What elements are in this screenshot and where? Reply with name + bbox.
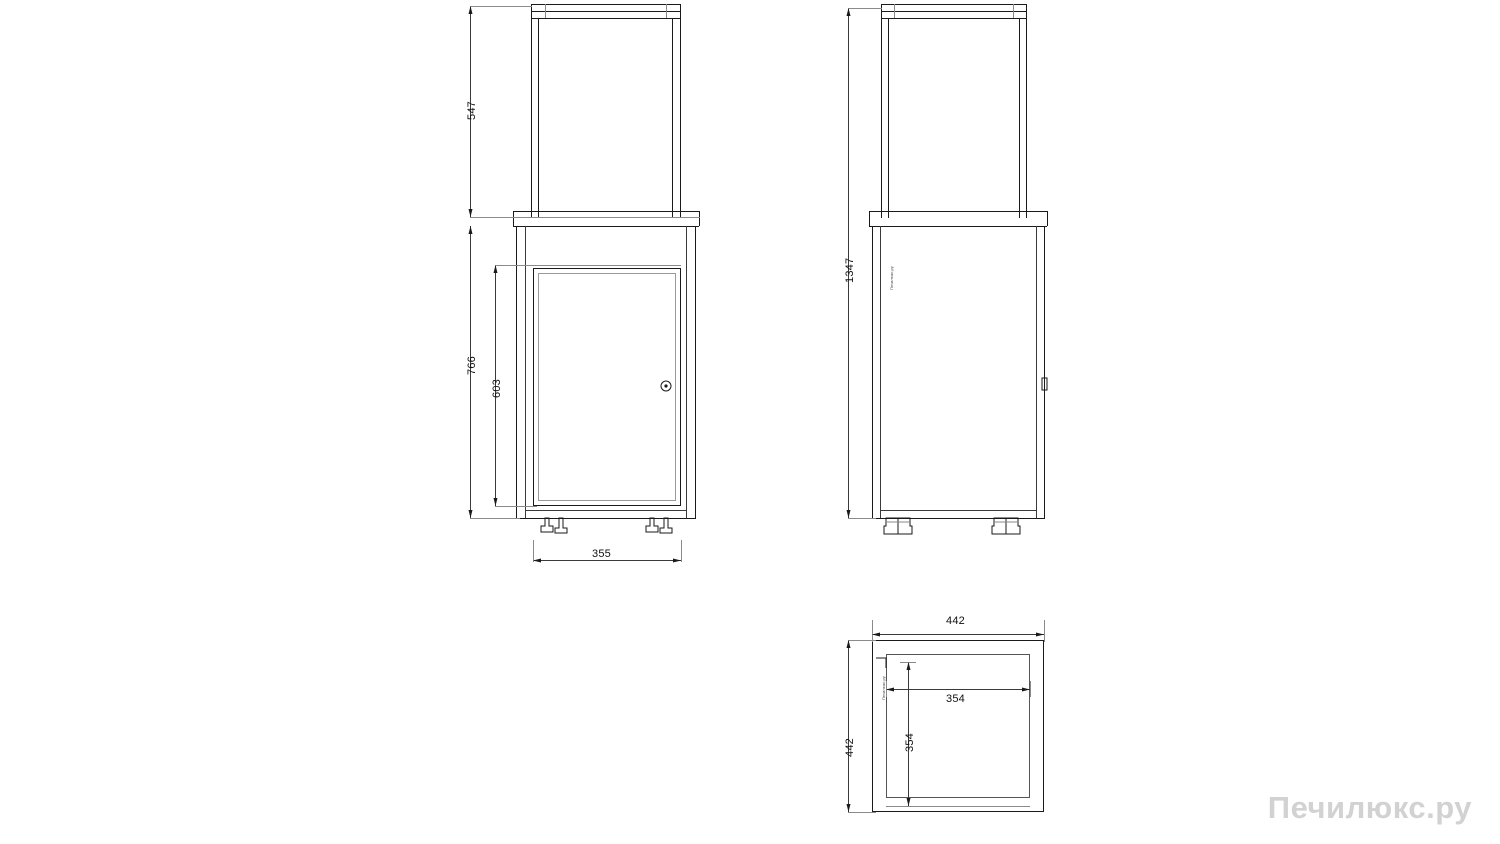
front-dim-603-text: 603 [491,379,503,398]
top-dim-442d-arrows [844,634,854,820]
top-dim-354w-text: 354 [946,693,965,705]
top-dim-442w-text: 442 [946,615,965,627]
top-small-note: Печилюкс.ру [881,676,886,700]
front-dim-766-text: 766 [466,356,478,375]
top-dim-442w-arrows [866,630,1052,640]
watermark-text: Печилюкс.ру [1267,790,1472,825]
front-dim-547-text: 547 [466,101,478,120]
top-hinge-icon [876,658,890,672]
front-dim-355-text: 355 [592,548,611,560]
side-dim-1347-text: 1347 [844,257,856,283]
top-dim-354d-text: 354 [904,733,916,752]
top-dim-442d-text: 442 [844,738,856,757]
side-small-note: Печилюкс.ру [889,266,894,290]
